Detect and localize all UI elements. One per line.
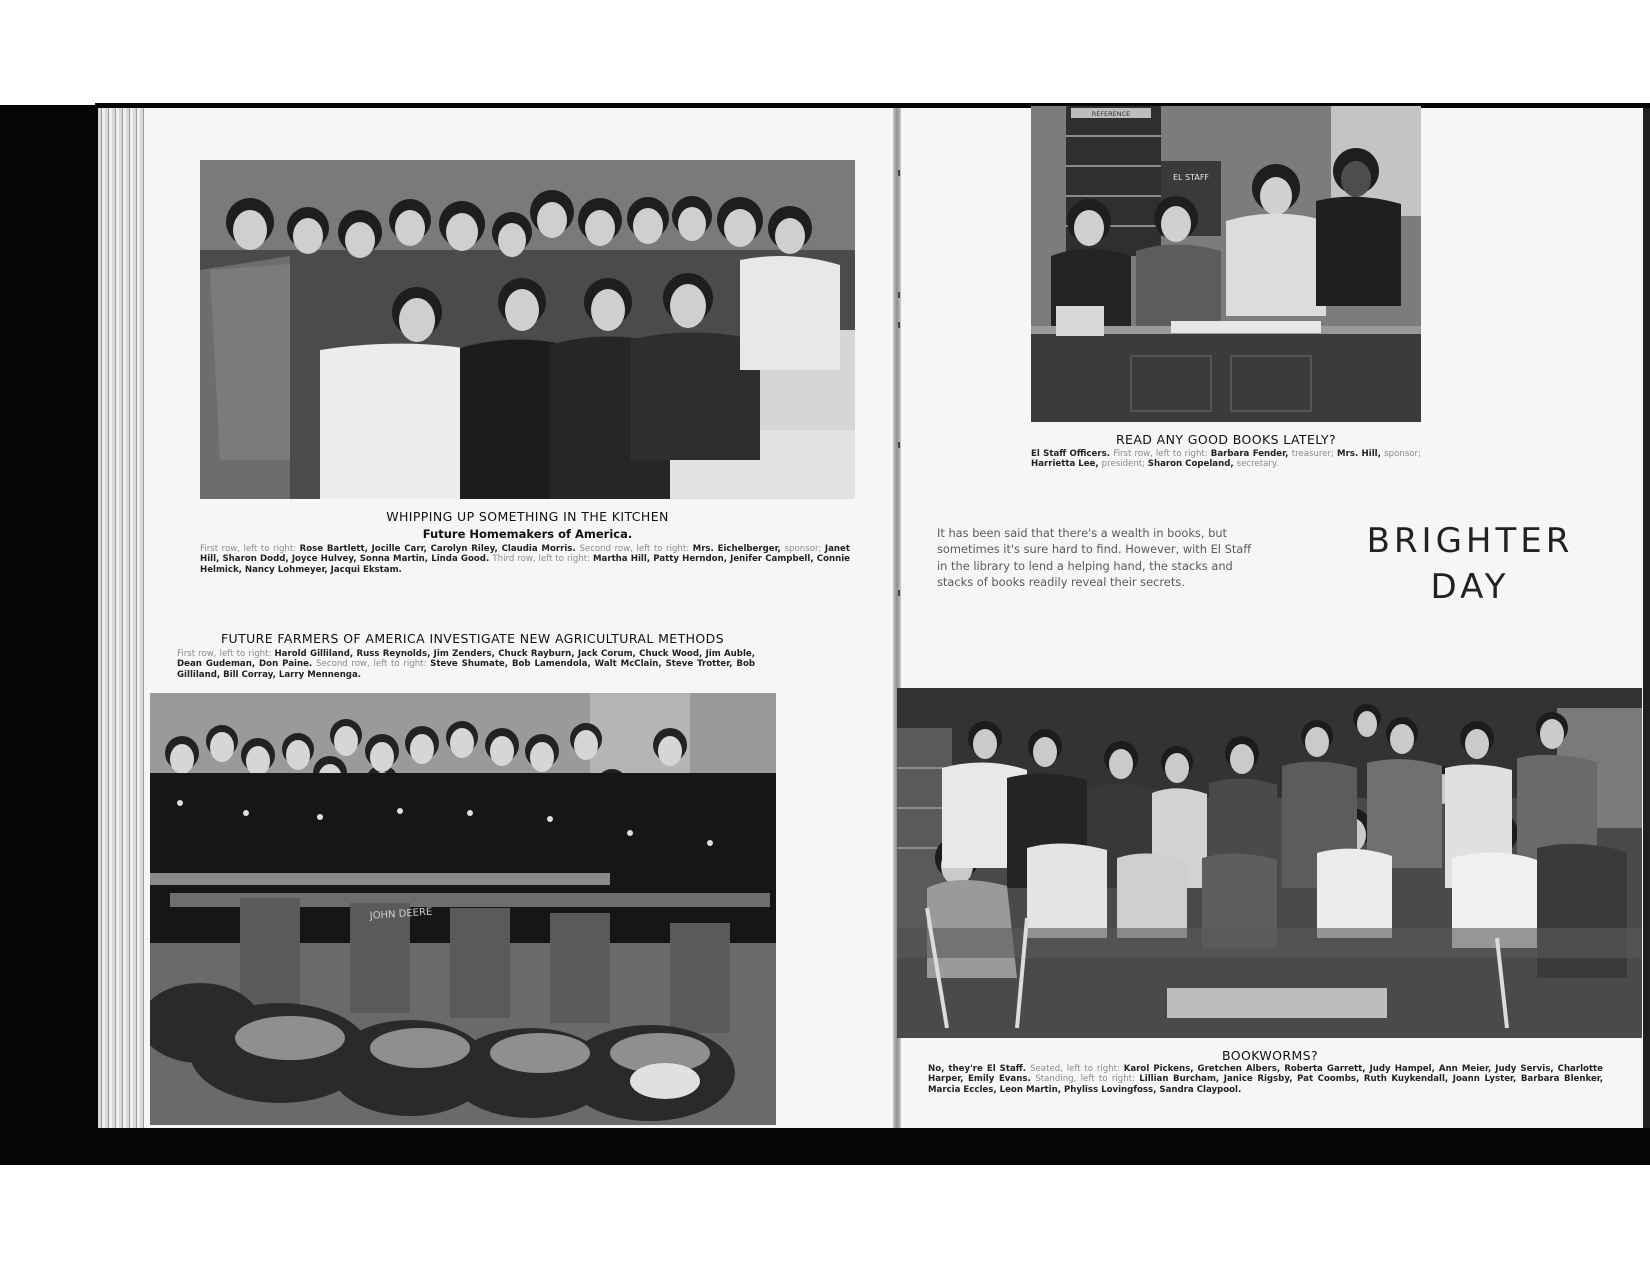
caption-label: First row, left to right: <box>177 649 275 659</box>
right-page-edge <box>1643 108 1650 1128</box>
gutter-mark <box>898 442 900 448</box>
scan-left-edge <box>0 105 100 1165</box>
caption-names: Mrs. Hill, <box>1337 449 1385 459</box>
fha-photo <box>200 160 855 499</box>
bookworms-title: BOOKWORMS? <box>1221 1048 1319 1063</box>
body-paragraph: It has been said that there's a wealth in books, but sometimes it's sure hard to find. However, with El Staff in the library to lend a helping hand, the stacks and stacks of books readily reveal their secrets. <box>937 526 1252 589</box>
gutter-mark <box>898 292 900 298</box>
caption-names: Harrietta Lee, <box>1031 459 1102 470</box>
caption-label: secretary. <box>1236 459 1279 470</box>
caption-label: treasurer; <box>1291 449 1338 459</box>
fha-caption <box>200 544 850 575</box>
page-stack-edge <box>98 108 144 1128</box>
caption-label: sponsor; <box>784 544 825 554</box>
caption-label: Third row, left to right: <box>492 554 593 565</box>
caption-label: First row, left to right: <box>200 544 300 554</box>
officers-group-photo <box>1031 106 1421 422</box>
fha-subtitle: Future Homemakers of America. <box>422 527 633 541</box>
officers-photo <box>1031 106 1421 422</box>
headline-line1: BRIGHTER <box>1366 521 1574 561</box>
gutter-mark <box>898 170 900 176</box>
caption-names: Sharon Copeland, <box>1147 459 1237 470</box>
caption-names: El Staff Officers. <box>1031 449 1114 459</box>
caption-label: Second row, left to right: <box>316 659 431 670</box>
caption-label: First row, left to right: <box>1113 449 1211 459</box>
caption-names: Karol Pickens, Gretchen Albers, Roberta Garrett, Judy Hampel, Ann Meier, Judy Servis, Charlotte Harper, Emily Evans. <box>928 1064 1603 1085</box>
officers-sign-top: REFERENCE <box>1091 110 1131 118</box>
officers-caption <box>1031 449 1421 470</box>
gutter-mark <box>898 590 900 596</box>
ffa-caption <box>177 649 755 680</box>
machine-label: JOHN DEERE <box>369 906 433 922</box>
bookworms-group-photo <box>897 688 1642 1038</box>
ffa-photo <box>150 693 776 1125</box>
scan-bottom-edge <box>0 1128 1650 1165</box>
caption-label: sponsor; <box>1384 449 1421 459</box>
headline-line2: DAY <box>1430 567 1510 607</box>
officers-title: READ ANY GOOD BOOKS LATELY? <box>1115 432 1337 447</box>
officers-sign: EL STAFF <box>1172 173 1210 182</box>
caption-names: Janet Hill, Sharon Dodd, Joyce Hulvey, Sonna Martin, Linda Good. <box>200 544 850 565</box>
caption-label: Standing, left to right: <box>1035 1074 1140 1085</box>
ffa-title: FUTURE FARMERS OF AMERICA INVESTIGATE NEW AGRICULTURAL METHODS <box>220 631 725 646</box>
bookworms-caption <box>928 1064 1603 1095</box>
caption-label: president; <box>1101 459 1148 470</box>
caption-names: Steve Shumate, Bob Lamendola, Walt McClain, Steve Trotter, Bob Gilliland, Bill Corray, Larry Mennenga. <box>177 659 755 680</box>
caption-label: Second row, left to right: <box>579 544 693 554</box>
gutter-mark <box>898 322 900 328</box>
caption-names: Lillian Burcham, Janice Rigsby, Pat Coombs, Ruth Kuykendall, Joann Lyster, Barbara Blenker, Marcia Eccles, Leon Martin, Phyliss Lovingfoss, Sandra Claypool. <box>928 1074 1604 1095</box>
headline <box>1355 518 1585 610</box>
caption-label: Seated, left to right: <box>1030 1064 1124 1074</box>
caption-names: Martha Hill, Patty Herndon, Jenifer Campbell, Connie Helmick, Nancy Lohmeyer, Jacqui Ekstam. <box>200 554 850 575</box>
ffa-group-photo <box>150 693 776 1125</box>
fha-group-photo <box>200 160 855 499</box>
caption-names: Rose Bartlett, Jocille Carr, Carolyn Riley, Claudia Morris. <box>299 544 580 554</box>
caption-names: Mrs. Eichelberger, <box>692 544 785 554</box>
fha-title: WHIPPING UP SOMETHING IN THE KITCHEN <box>386 509 669 524</box>
caption-names: No, they're El Staff. <box>928 1064 1031 1074</box>
caption-names: Harold Gilliland, Russ Reynolds, Jim Zenders, Chuck Rayburn, Jack Corum, Chuck Wood, Jim Auble, Dean Gudeman, Don Paine. <box>177 649 755 670</box>
bookworms-photo <box>897 688 1642 1038</box>
caption-names: Barbara Fender, <box>1210 449 1292 459</box>
